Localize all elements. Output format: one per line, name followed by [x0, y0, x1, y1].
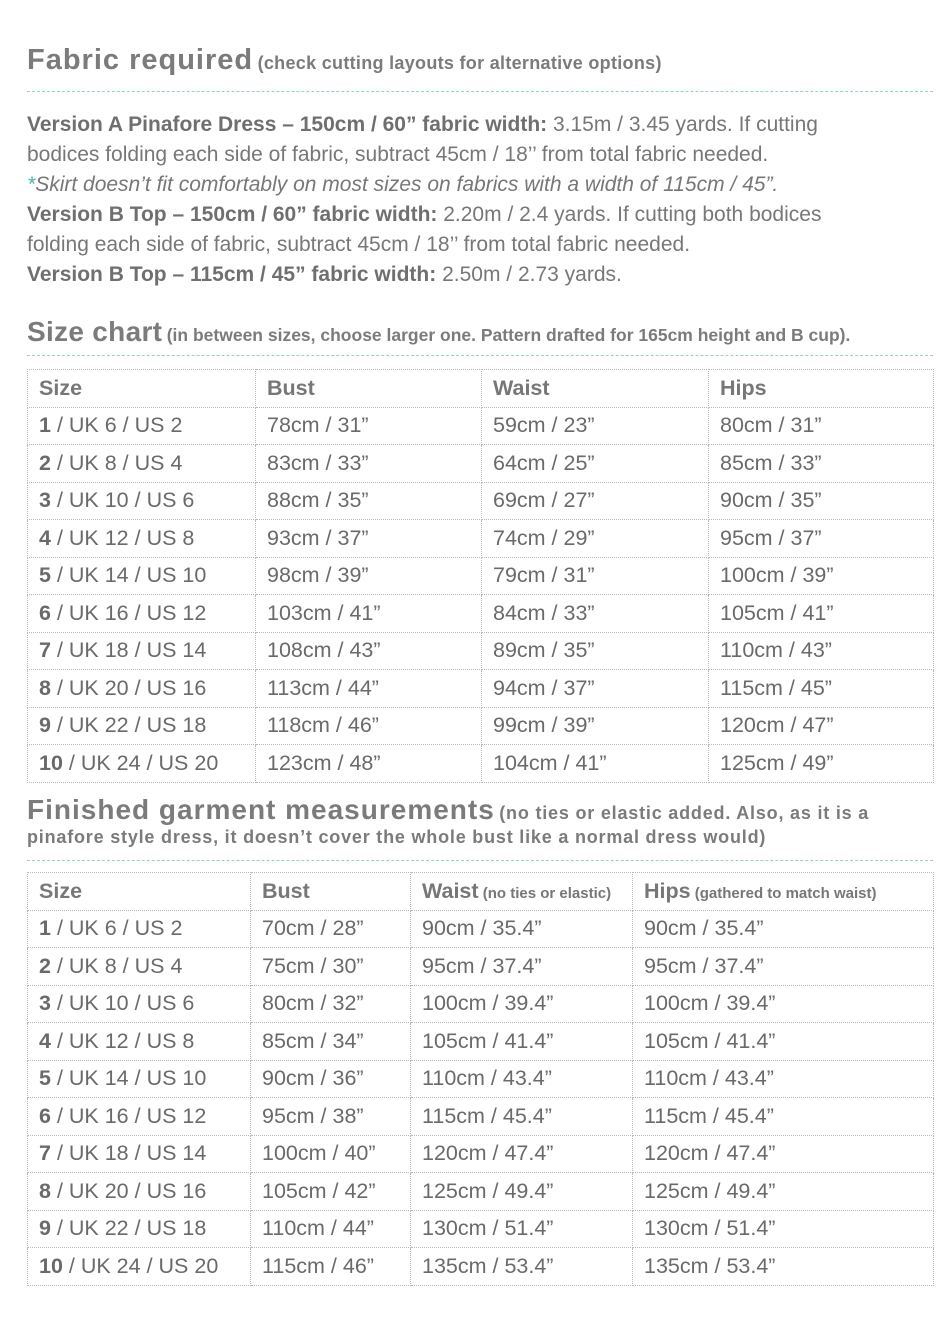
size-cell: [28, 910, 251, 948]
header-sublabel: (no ties or elastic): [478, 884, 612, 902]
size-number: 1: [39, 916, 51, 941]
header-label: Waist: [493, 375, 550, 400]
size-cell: [28, 1248, 251, 1286]
header-bust: [251, 873, 411, 911]
table-row: [28, 1173, 934, 1211]
size-label: / UK 24 / US 20: [62, 1253, 219, 1278]
hips-cell: 120cm / 47”: [709, 707, 934, 745]
fabric-line-bold: Version B Top – 115cm / 45” fabric width:: [27, 263, 437, 286]
bust-cell: 105cm / 42”: [251, 1173, 411, 1211]
bust-cell: 118cm / 46”: [256, 707, 482, 745]
size-number: 3: [39, 488, 51, 513]
header-label: Hips: [720, 375, 767, 400]
bust-cell: 88cm / 35”: [256, 482, 482, 520]
table-header-row: [28, 370, 934, 408]
fabric-line-bold: Version A Pinafore Dress – 150cm / 60” fabric width:: [27, 113, 548, 136]
table-row: [28, 1135, 934, 1173]
fabric-divider: [27, 91, 933, 92]
header-label: Bust: [267, 375, 315, 400]
size-cell: [28, 557, 256, 595]
size-label: / UK 14 / US 10: [50, 563, 207, 588]
size-cell: [28, 670, 256, 708]
size-number: 10: [39, 750, 63, 775]
fabric-line: [27, 200, 927, 230]
fabric-line-text: folding each side of fabric, subtract 45cm / 18’’ from total fabric needed.: [27, 233, 691, 256]
size-label: / UK 16 / US 12: [50, 600, 207, 625]
waist-cell: 99cm / 39”: [482, 707, 709, 745]
finished-note-line1: (no ties or elastic added. Also, as it is a: [499, 803, 870, 823]
size-label: / UK 8 / US 4: [50, 450, 183, 475]
waist-cell: 84cm / 33”: [482, 595, 709, 633]
size-chart-body: [28, 407, 934, 782]
size-cell: [28, 445, 256, 483]
size-cell: [28, 707, 256, 745]
finished-body: [28, 910, 934, 1285]
table-row: [28, 595, 934, 633]
size-number: 1: [39, 413, 51, 438]
size-cell: [28, 985, 251, 1023]
size-label: / UK 6 / US 2: [50, 413, 183, 438]
size-number: 9: [39, 1216, 51, 1241]
waist-cell: 59cm / 23”: [482, 407, 709, 445]
table-row: [28, 1210, 934, 1248]
header-sublabel: (gathered to match waist): [690, 884, 877, 902]
bust-cell: 90cm / 36”: [251, 1060, 411, 1098]
finished-heading: [27, 794, 869, 826]
waist-cell: 95cm / 37.4”: [411, 948, 633, 986]
size-label: / UK 8 / US 4: [50, 953, 183, 978]
header-label: Bust: [262, 878, 310, 903]
size-chart-table: [27, 369, 934, 783]
table-row: [28, 520, 934, 558]
fabric-requirements: [27, 110, 927, 290]
header-label: Size: [39, 375, 83, 400]
size-label: / UK 20 / US 16: [50, 1178, 207, 1203]
finished-note-line2: pinafore style dress, it doesn’t cover the whole bust like a normal dress would): [27, 827, 767, 847]
hips-cell: 110cm / 43”: [709, 632, 934, 670]
bust-cell: 110cm / 44”: [251, 1210, 411, 1248]
finished-divider: [27, 860, 933, 861]
size-chart-heading: [27, 316, 850, 348]
table-row: [28, 407, 934, 445]
size-cell: [28, 948, 251, 986]
hips-cell: 100cm / 39.4”: [633, 985, 934, 1023]
size-number: 6: [39, 600, 51, 625]
fabric-note: (check cutting layouts for alternative options): [257, 53, 662, 73]
bust-cell: 123cm / 48”: [256, 745, 482, 783]
size-number: 6: [39, 1103, 51, 1128]
table-row: [28, 670, 934, 708]
size-cell: [28, 1210, 251, 1248]
size-cell: [28, 1173, 251, 1211]
size-label: / UK 18 / US 14: [50, 1141, 207, 1166]
size-cell: [28, 1060, 251, 1098]
waist-cell: 115cm / 45.4”: [411, 1098, 633, 1136]
header-waist: [482, 370, 709, 408]
bust-cell: 103cm / 41”: [256, 595, 482, 633]
size-number: 7: [39, 638, 51, 663]
size-chart-note: (in between sizes, choose larger one. Pattern drafted for 165cm height and B cup).: [166, 325, 851, 345]
hips-cell: 80cm / 31”: [709, 407, 934, 445]
waist-cell: 94cm / 37”: [482, 670, 709, 708]
size-number: 8: [39, 1178, 51, 1203]
header-hips: [709, 370, 934, 408]
hips-cell: 125cm / 49”: [709, 745, 934, 783]
table-row: [28, 482, 934, 520]
size-number: 4: [39, 1028, 51, 1053]
waist-cell: 110cm / 43.4”: [411, 1060, 633, 1098]
size-label: / UK 6 / US 2: [50, 916, 183, 941]
bust-cell: 115cm / 46”: [251, 1248, 411, 1286]
table-row: [28, 632, 934, 670]
hips-cell: 105cm / 41”: [709, 595, 934, 633]
fabric-line: [27, 260, 927, 290]
hips-cell: 95cm / 37.4”: [633, 948, 934, 986]
size-label: / UK 20 / US 16: [50, 675, 207, 700]
table-row: [28, 707, 934, 745]
bust-cell: 93cm / 37”: [256, 520, 482, 558]
hips-cell: 90cm / 35”: [709, 482, 934, 520]
size-label: / UK 14 / US 10: [50, 1066, 207, 1091]
bust-cell: 98cm / 39”: [256, 557, 482, 595]
hips-cell: 90cm / 35.4”: [633, 910, 934, 948]
header-bust: [256, 370, 482, 408]
fabric-line-text: 3.15m / 3.45 yards. If cutting: [547, 113, 818, 136]
asterisk-mark: *: [27, 173, 36, 196]
size-number: 3: [39, 991, 51, 1016]
hips-cell: 95cm / 37”: [709, 520, 934, 558]
bust-cell: 95cm / 38”: [251, 1098, 411, 1136]
hips-cell: 120cm / 47.4”: [633, 1135, 934, 1173]
header-hips: [633, 873, 934, 911]
finished-table: [27, 872, 934, 1286]
table-row: [28, 745, 934, 783]
waist-cell: 79cm / 31”: [482, 557, 709, 595]
hips-cell: 115cm / 45.4”: [633, 1098, 934, 1136]
size-number: 9: [39, 713, 51, 738]
fabric-line-text: bodices folding each side of fabric, subtract 45cm / 18’’ from total fabric needed.: [27, 143, 769, 166]
hips-cell: 130cm / 51.4”: [633, 1210, 934, 1248]
hips-cell: 115cm / 45”: [709, 670, 934, 708]
fabric-warning-line: [27, 170, 927, 200]
table-header-row: [28, 873, 934, 911]
size-cell: [28, 520, 256, 558]
size-number: 10: [39, 1253, 63, 1278]
size-label: / UK 10 / US 6: [50, 991, 195, 1016]
bust-cell: 100cm / 40”: [251, 1135, 411, 1173]
size-cell: [28, 1023, 251, 1061]
fabric-line-bold: Version B Top – 150cm / 60” fabric width:: [27, 203, 438, 226]
waist-cell: 89cm / 35”: [482, 632, 709, 670]
size-number: 5: [39, 563, 51, 588]
fabric-warning-text: Skirt doesn’t fit comfortably on most sizes on fabrics with a width of 115cm / 45”.: [35, 173, 779, 196]
table-row: [28, 1060, 934, 1098]
size-label: / UK 24 / US 20: [62, 750, 219, 775]
waist-cell: 100cm / 39.4”: [411, 985, 633, 1023]
waist-cell: 74cm / 29”: [482, 520, 709, 558]
finished-note-wrap: [27, 827, 766, 848]
waist-cell: 130cm / 51.4”: [411, 1210, 633, 1248]
hips-cell: 85cm / 33”: [709, 445, 934, 483]
size-label: / UK 22 / US 18: [50, 713, 207, 738]
table-row: [28, 985, 934, 1023]
hips-cell: 135cm / 53.4”: [633, 1248, 934, 1286]
finished-title: Finished garment measurements: [27, 794, 495, 825]
bust-cell: 113cm / 44”: [256, 670, 482, 708]
fabric-line: [27, 110, 927, 140]
waist-cell: 120cm / 47.4”: [411, 1135, 633, 1173]
waist-cell: 125cm / 49.4”: [411, 1173, 633, 1211]
size-label: / UK 10 / US 6: [50, 488, 195, 513]
table-row: [28, 445, 934, 483]
header-label: Size: [39, 878, 83, 903]
size-number: 5: [39, 1066, 51, 1091]
size-cell: [28, 745, 256, 783]
waist-cell: 105cm / 41.4”: [411, 1023, 633, 1061]
table-row: [28, 948, 934, 986]
header-waist: [411, 873, 633, 911]
size-label: / UK 12 / US 8: [50, 525, 195, 550]
fabric-line-text: 2.50m / 2.73 yards.: [436, 263, 622, 286]
table-row: [28, 1098, 934, 1136]
hips-cell: 110cm / 43.4”: [633, 1060, 934, 1098]
waist-cell: 69cm / 27”: [482, 482, 709, 520]
waist-cell: 135cm / 53.4”: [411, 1248, 633, 1286]
size-number: 2: [39, 953, 51, 978]
size-label: / UK 16 / US 12: [50, 1103, 207, 1128]
table-row: [28, 557, 934, 595]
waist-cell: 104cm / 41”: [482, 745, 709, 783]
size-chart-divider: [27, 355, 933, 356]
size-number: 2: [39, 450, 51, 475]
table-row: [28, 910, 934, 948]
size-cell: [28, 407, 256, 445]
header-label: Hips: [644, 878, 691, 903]
size-number: 7: [39, 1141, 51, 1166]
size-chart-title: Size chart: [27, 316, 163, 347]
bust-cell: 83cm / 33”: [256, 445, 482, 483]
size-cell: [28, 595, 256, 633]
size-label: / UK 18 / US 14: [50, 638, 207, 663]
size-label: / UK 22 / US 18: [50, 1216, 207, 1241]
size-cell: [28, 1135, 251, 1173]
fabric-line: [27, 230, 927, 260]
size-label: / UK 12 / US 8: [50, 1028, 195, 1053]
fabric-line-text: 2.20m / 2.4 yards. If cutting both bodices: [437, 203, 822, 226]
header-label: Waist: [422, 878, 479, 903]
size-cell: [28, 1098, 251, 1136]
size-cell: [28, 482, 256, 520]
hips-cell: 105cm / 41.4”: [633, 1023, 934, 1061]
bust-cell: 70cm / 28”: [251, 910, 411, 948]
table-row: [28, 1023, 934, 1061]
bust-cell: 75cm / 30”: [251, 948, 411, 986]
header-size: [28, 873, 251, 911]
table-row: [28, 1248, 934, 1286]
size-cell: [28, 632, 256, 670]
hips-cell: 100cm / 39”: [709, 557, 934, 595]
waist-cell: 90cm / 35.4”: [411, 910, 633, 948]
size-number: 4: [39, 525, 51, 550]
fabric-heading: [27, 44, 662, 77]
bust-cell: 85cm / 34”: [251, 1023, 411, 1061]
bust-cell: 80cm / 32”: [251, 985, 411, 1023]
fabric-title: Fabric required: [27, 44, 254, 76]
fabric-line: [27, 140, 927, 170]
size-number: 8: [39, 675, 51, 700]
hips-cell: 125cm / 49.4”: [633, 1173, 934, 1211]
header-size: [28, 370, 256, 408]
bust-cell: 78cm / 31”: [256, 407, 482, 445]
waist-cell: 64cm / 25”: [482, 445, 709, 483]
bust-cell: 108cm / 43”: [256, 632, 482, 670]
